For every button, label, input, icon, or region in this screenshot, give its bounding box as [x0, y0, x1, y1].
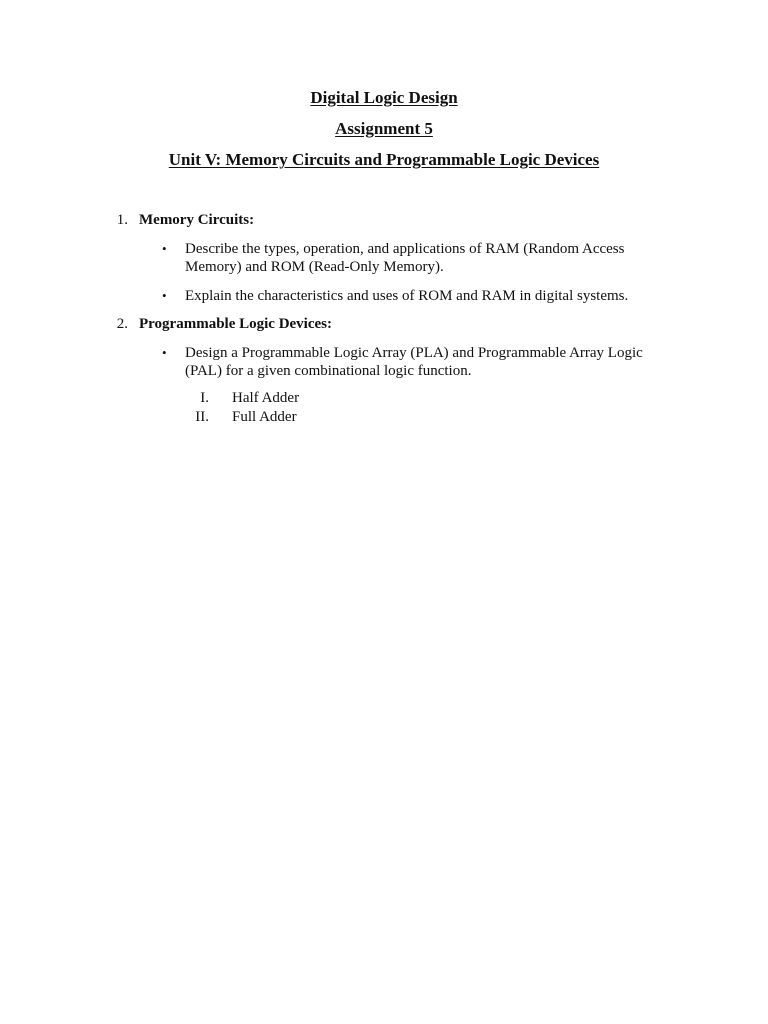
- section-1-bullet-1-line-2: Memory) and ROM (Read-Only Memory).: [185, 259, 444, 275]
- section-1-bullet-2-line-1: Explain the characteristics and uses of ROM and RAM in digital systems.: [185, 288, 629, 304]
- section-2-bullet-1-line-1: Design a Programmable Logic Array (PLA) and Programmable Array Logic: [185, 345, 643, 361]
- section-2-bullet-1-line-2: (PAL) for a given combinational logic function.: [185, 363, 472, 379]
- unit-title: Unit V: Memory Circuits and Programmable Logic Devices: [168, 150, 600, 169]
- subitem-2-numeral: II.: [195, 409, 209, 425]
- section-2-title: Programmable Logic Devices:: [139, 316, 333, 332]
- subitem-2-text: Full Adder: [232, 409, 297, 425]
- bullet-dot: •: [162, 288, 167, 303]
- assignment-title: Assignment 5: [335, 119, 433, 138]
- subitem-1-text: Half Adder: [232, 390, 300, 406]
- subitem-1-numeral: I.: [200, 390, 209, 406]
- course-title: Digital Logic Design: [310, 88, 458, 107]
- bullet-dot: •: [162, 241, 167, 256]
- section-1-title: Memory Circuits:: [139, 212, 255, 228]
- bullet-dot: •: [162, 345, 167, 360]
- section-1-bullet-1-line-1: Describe the types, operation, and applications of RAM (Random Access: [185, 241, 625, 257]
- section-1-number: 1.: [116, 212, 128, 228]
- section-2-number: 2.: [116, 316, 128, 332]
